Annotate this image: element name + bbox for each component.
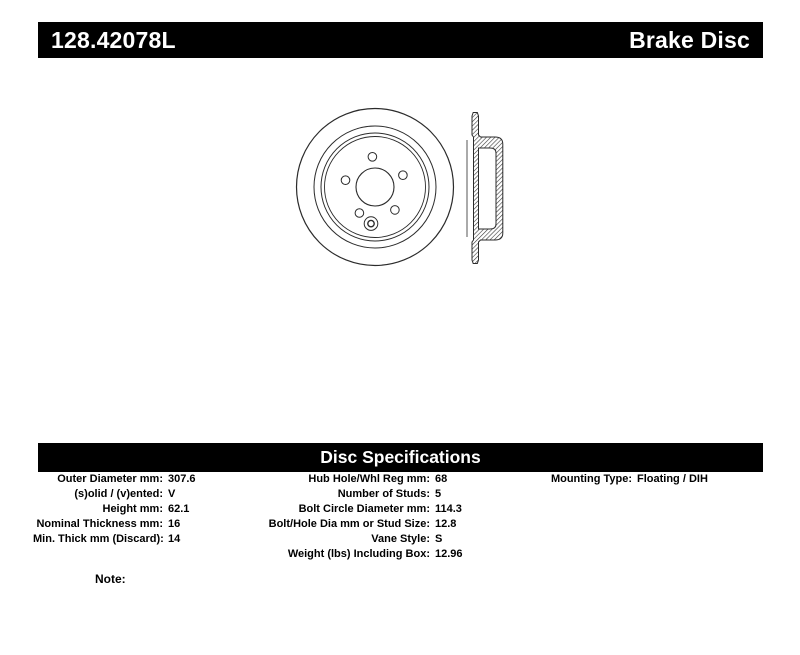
spec-column-right	[462, 472, 708, 487]
spec-value: S	[435, 533, 443, 545]
spec-value: 5	[435, 488, 442, 500]
spec-row	[230, 547, 463, 562]
spec-row	[33, 532, 196, 547]
spec-value: 14	[168, 533, 181, 545]
spec-label: (s)olid / (v)ented:	[74, 488, 163, 500]
brake-disc-front-view	[297, 109, 454, 266]
spec-value: 16	[168, 518, 181, 530]
spec-value: 114.3	[435, 503, 462, 515]
spec-label: Hub Hole/Whl Reg mm:	[308, 473, 430, 485]
spec-label: Min. Thick mm (Discard):	[33, 533, 164, 545]
spec-value: 12.8	[435, 518, 457, 530]
spec-column-left	[33, 472, 196, 547]
spec-column-middle	[230, 472, 463, 562]
spec-label: Outer Diameter mm:	[57, 473, 163, 485]
brake-disc-cross-section	[467, 113, 503, 264]
spec-row	[230, 517, 463, 532]
spec-section-header	[38, 443, 763, 472]
spec-row	[33, 487, 196, 502]
spec-row	[230, 502, 463, 517]
spec-label: Number of Studs:	[337, 488, 430, 500]
spec-value: Floating / DIH	[637, 473, 708, 485]
spec-section-title: Disc Specifications	[320, 447, 481, 467]
spec-value: V	[168, 488, 176, 500]
spec-label: Bolt/Hole Dia mm or Stud Size:	[268, 518, 430, 530]
part-number: 128.42078L	[51, 26, 176, 53]
spec-row	[33, 502, 196, 517]
spec-row	[230, 472, 463, 487]
brake-disc-drawing	[280, 93, 515, 278]
title-bar	[38, 22, 763, 58]
spec-label: Weight (lbs) Including Box:	[287, 548, 430, 560]
spec-label: Vane Style:	[371, 533, 430, 545]
spec-value: 62.1	[168, 503, 190, 515]
product-type: Brake Disc	[629, 26, 750, 53]
spec-value: 12.96	[435, 548, 463, 560]
spec-label: Bolt Circle Diameter mm:	[298, 503, 430, 515]
spec-row	[33, 517, 196, 532]
spec-row	[462, 472, 708, 487]
spec-row	[230, 487, 463, 502]
spec-row	[33, 472, 196, 487]
spec-label: Nominal Thickness mm:	[36, 518, 163, 530]
note-label: Note:	[95, 572, 126, 586]
spec-label: Mounting Type:	[550, 473, 632, 485]
spec-row	[230, 532, 463, 547]
spec-value: 68	[435, 473, 448, 485]
spec-value: 307.6	[168, 473, 196, 485]
spec-label: Height mm:	[102, 503, 163, 515]
